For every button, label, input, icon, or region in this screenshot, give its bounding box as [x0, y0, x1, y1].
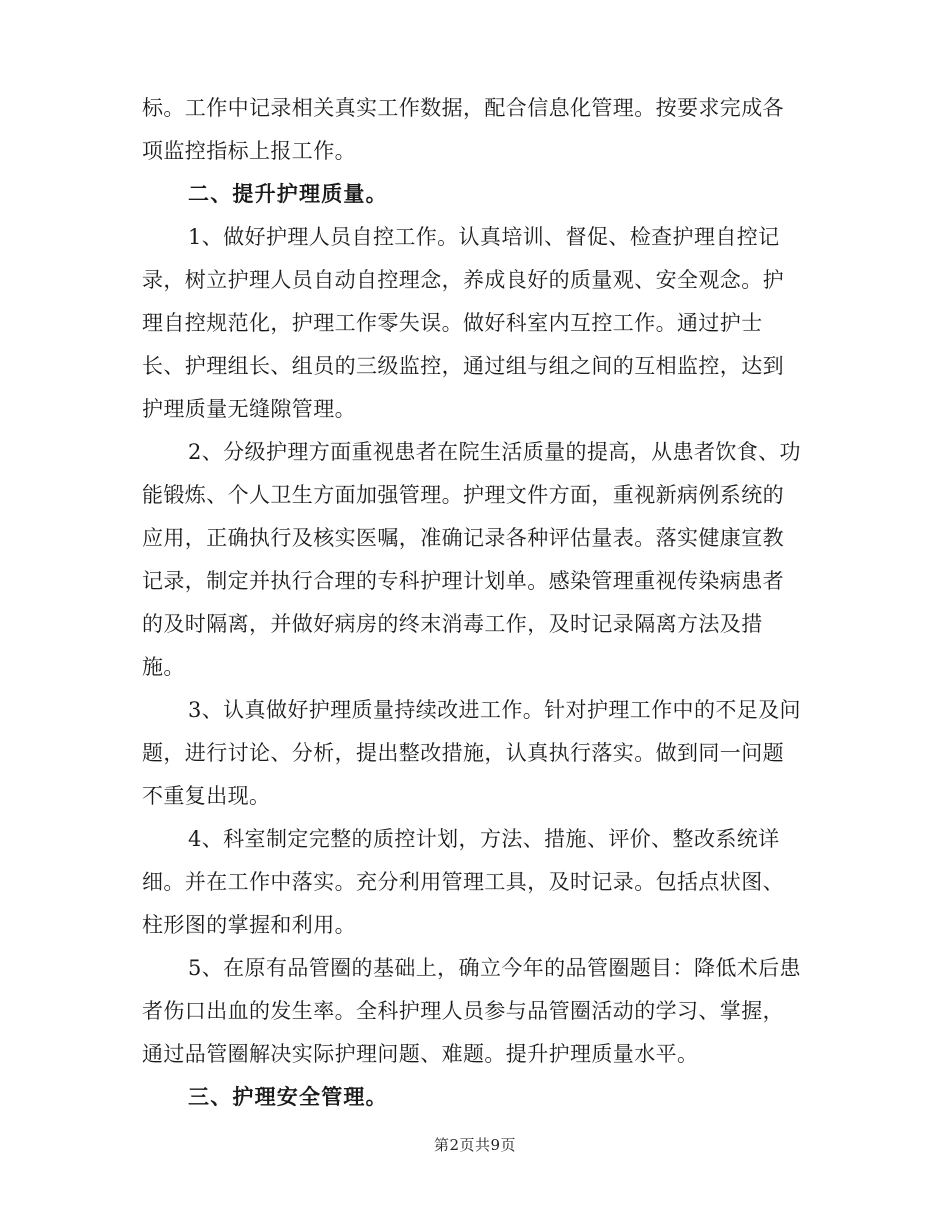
text-line: 5、在原有品管圈的基础上，确立今年的品管圈题目：降低术后患	[188, 956, 801, 980]
text-line: 录，树立护理人员自动自控理念，养成良好的质量观、安全观念。护	[142, 268, 784, 292]
text-line: 4、科室制定完整的质控计划，方法、措施、评价、整改系统详	[188, 827, 780, 851]
text-line: 2、分级护理方面重视患者在院生活质量的提高，从患者饮食、功	[188, 440, 801, 464]
text-line: 标。工作中记录相关真实工作数据，配合信息化管理。按要求完成各	[142, 96, 784, 120]
text-line: 护理质量无缝隙管理。	[142, 397, 356, 421]
text-line: 理自控规范化，护理工作零失误。做好科室内互控工作。通过护士	[142, 311, 763, 335]
section-heading: 二、提升护理质量。	[188, 181, 388, 206]
text-line: 题，进行讨论、分析，提出整改措施，认真执行落实。做到同一问题	[142, 741, 784, 765]
text-line: 3、认真做好护理质量持续改进工作。针对护理工作中的不足及问	[188, 698, 801, 722]
page-number: 第2页共9页	[433, 1136, 517, 1154]
text-line: 1、做好护理人员自控工作。认真培训、督促、检查护理自控记	[188, 225, 780, 249]
text-line: 通过品管圈解决实际护理问题、难题。提升护理质量水平。	[142, 1042, 699, 1066]
text-line: 者伤口出血的发生率。全科护理人员参与品管圈活动的学习、掌握，	[142, 999, 784, 1023]
text-line: 的及时隔离，并做好病房的终末消毒工作，及时记录隔离方法及措	[142, 612, 763, 636]
text-line: 长、护理组长、组员的三级监控，通过组与组之间的互相监控，达到	[142, 354, 784, 378]
text-line: 应用，正确执行及核实医嘱，准确记录各种评估量表。落实健康宣教	[142, 526, 784, 550]
section-heading: 三、护理安全管理。	[188, 1084, 388, 1109]
text-line: 项监控指标上报工作。	[142, 139, 356, 163]
text-line: 柱形图的掌握和利用。	[142, 913, 356, 937]
text-line: 记录，制定并执行合理的专科护理计划单。感染管理重视传染病患者	[142, 569, 784, 593]
text-line: 施。	[142, 655, 185, 679]
text-line: 细。并在工作中落实。充分利用管理工具，及时记录。包括点状图、	[142, 870, 784, 894]
text-line: 不重复出现。	[142, 784, 271, 808]
text-line: 能锻炼、个人卫生方面加强管理。护理文件方面，重视新病例系统的	[142, 483, 784, 507]
